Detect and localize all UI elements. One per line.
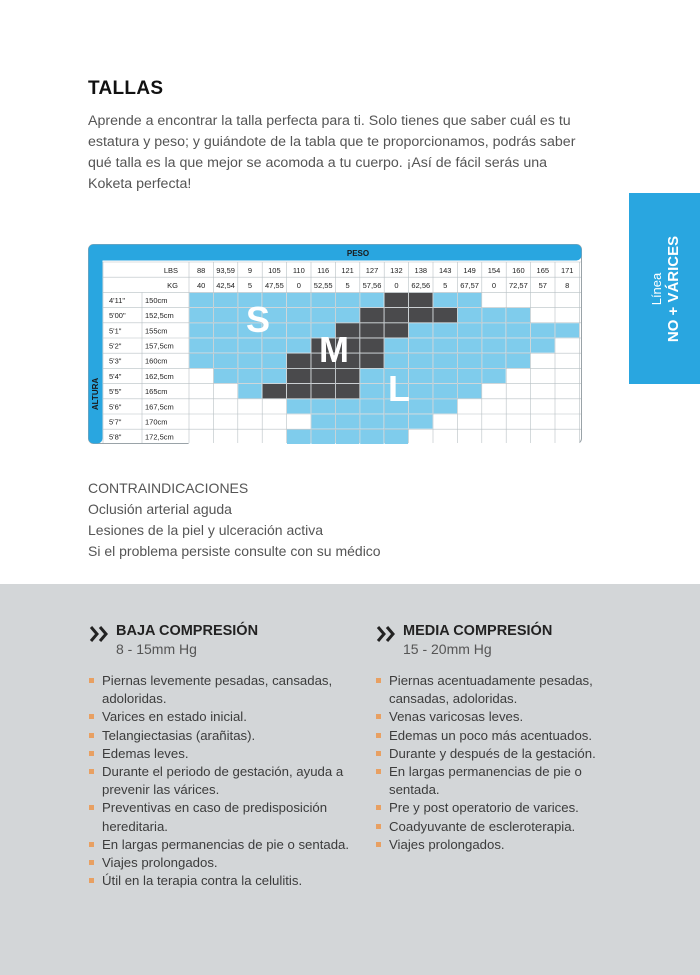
size-cell	[482, 384, 506, 399]
size-cell	[433, 308, 457, 323]
size-cell	[555, 308, 579, 323]
size-cell	[506, 338, 530, 353]
size-cell	[506, 368, 530, 383]
size-cell	[335, 308, 359, 323]
altura-column	[89, 245, 103, 444]
size-cell	[409, 399, 433, 414]
height-cm: 160cm	[145, 356, 168, 366]
contraindication-item: Oclusión arterial aguda	[88, 501, 232, 517]
size-cell	[555, 429, 579, 444]
size-cell	[506, 384, 530, 399]
size-cell	[506, 323, 530, 338]
double-chevron-icon	[88, 624, 112, 644]
height-ft: 4'11"	[109, 295, 126, 305]
size-cell	[531, 308, 555, 323]
list-item: En largas permanencias de pie o sentada.	[88, 836, 356, 854]
size-cell	[360, 384, 384, 399]
size-cell	[213, 308, 237, 323]
lbs-value: 160	[512, 266, 525, 275]
size-cell	[457, 384, 481, 399]
kg-value: 40	[197, 281, 206, 291]
kg-value: 5	[443, 281, 448, 291]
size-cell	[360, 429, 384, 444]
size-cell	[506, 399, 530, 414]
size-cell	[311, 384, 335, 399]
size-cell	[409, 353, 433, 368]
size-cell	[433, 429, 457, 444]
size-cell	[287, 384, 311, 399]
size-cell	[311, 399, 335, 414]
lbs-value: 88	[197, 266, 206, 275]
height-ft: 5'2"	[109, 341, 122, 351]
size-cell	[335, 414, 359, 429]
size-cell	[262, 353, 286, 368]
size-cell	[409, 338, 433, 353]
size-cell	[189, 429, 213, 444]
baja-title: BAJA COMPRESIÓN	[116, 623, 259, 639]
lbs-value: 171	[560, 266, 574, 275]
size-cell	[238, 368, 262, 383]
height-cm: 170cm	[145, 417, 168, 427]
kg-value: 67,57	[460, 281, 479, 291]
size-cell	[555, 323, 579, 338]
size-cell	[360, 399, 384, 414]
size-cell	[311, 429, 335, 444]
size-cell	[238, 399, 262, 414]
list-item: En largas permanencias de pie o sentada.	[375, 763, 620, 799]
size-cell	[531, 338, 555, 353]
size-cell	[311, 308, 335, 323]
size-cell	[482, 292, 506, 307]
size-cell	[409, 429, 433, 444]
size-cell	[262, 414, 286, 429]
kg-value: 47,55	[265, 281, 284, 291]
size-cell	[433, 368, 457, 383]
lbs-value: 127	[365, 266, 379, 275]
size-cell	[433, 384, 457, 399]
size-cell	[384, 338, 408, 353]
size-cell	[360, 353, 384, 368]
size-cell	[457, 308, 481, 323]
list-item: Útil en la terapia contra la celulitis.	[88, 872, 356, 890]
size-cell	[433, 338, 457, 353]
size-cell	[213, 429, 237, 444]
size-cell	[482, 399, 506, 414]
size-cell	[335, 292, 359, 307]
kg-value: 62,56	[411, 281, 431, 291]
kg-value: 0	[491, 281, 497, 291]
kg-value: 0	[296, 281, 301, 291]
size-cell	[189, 384, 213, 399]
size-cell	[457, 414, 481, 429]
lbs-value: 116	[317, 266, 330, 275]
size-cell	[482, 308, 506, 323]
size-cell	[287, 338, 311, 353]
lbs-value: 132	[390, 266, 403, 275]
size-cell	[555, 399, 579, 414]
size-cell	[409, 308, 433, 323]
height-cm: 152,5cm	[145, 311, 174, 321]
contraindication-item: Lesiones de la piel y ulceración activa	[88, 522, 324, 538]
size-cell	[360, 338, 384, 353]
size-cell	[287, 399, 311, 414]
size-cell	[457, 399, 481, 414]
size-cell	[287, 308, 311, 323]
size-cell	[433, 353, 457, 368]
list-item: Coadyuvante de escleroterapia.	[375, 818, 620, 836]
size-cell	[531, 414, 555, 429]
list-item: Varices en estado inicial.	[88, 708, 356, 726]
size-cell	[531, 429, 555, 444]
height-cm: 155cm	[145, 326, 168, 336]
size-cell	[482, 338, 506, 353]
lbs-value: 105	[268, 266, 281, 275]
size-cell	[457, 368, 481, 383]
lbs-value: 143	[438, 266, 452, 275]
size-cell	[384, 323, 408, 338]
size-cell	[213, 384, 237, 399]
list-item: Telangiectasias (arañitas).	[88, 727, 356, 745]
size-cell	[238, 353, 262, 368]
side-tab-line1: Línea	[648, 272, 664, 305]
size-cell	[482, 368, 506, 383]
contraindications-heading: CONTRAINDICACIONES	[88, 480, 249, 496]
size-cell	[384, 308, 408, 323]
size-cell	[531, 323, 555, 338]
size-cell	[482, 414, 506, 429]
size-cell	[262, 338, 286, 353]
list-item: Preventivas en caso de predisposición hereditaria.	[88, 799, 356, 835]
size-cell	[238, 338, 262, 353]
size-cell	[433, 292, 457, 307]
kg-value: 72,57	[509, 281, 528, 291]
media-range: 15 - 20mm Hg	[403, 641, 492, 657]
size-cell	[213, 368, 237, 383]
size-cell	[555, 384, 579, 399]
size-cell	[189, 399, 213, 414]
height-cm: 172,5cm	[145, 432, 174, 442]
size-cell	[555, 292, 579, 307]
lbs-value: 165	[536, 266, 550, 275]
size-cell	[457, 429, 481, 444]
height-ft: 5'1"	[109, 326, 122, 336]
size-cell	[335, 429, 359, 444]
size-cell	[287, 368, 311, 383]
size-cell	[409, 292, 433, 307]
kg-value: 8	[565, 281, 570, 291]
size-cell	[531, 353, 555, 368]
size-cell	[384, 353, 408, 368]
list-item: Pre y post operatorio de varices.	[375, 799, 620, 817]
kg-value: 5	[345, 281, 350, 291]
size-cell	[555, 368, 579, 383]
height-ft: 5'7"	[109, 417, 122, 427]
kg-value: 42,54	[216, 281, 235, 291]
size-cell	[287, 353, 311, 368]
size-cell	[311, 292, 335, 307]
size-cell	[384, 414, 408, 429]
size-cell	[189, 368, 213, 383]
media-compresion-column	[375, 622, 620, 854]
size-cell	[189, 338, 213, 353]
size-cell	[409, 323, 433, 338]
size-label: L	[388, 368, 410, 409]
size-cell	[189, 292, 213, 307]
size-cell	[506, 429, 530, 444]
lbs-value: 149	[463, 266, 476, 275]
size-cell	[360, 308, 384, 323]
list-item: Viajes prolongados.	[88, 854, 356, 872]
peso-header	[89, 245, 582, 261]
size-cell	[531, 399, 555, 414]
height-cm: 165cm	[145, 387, 168, 397]
height-cm: 157,5cm	[145, 341, 174, 351]
kg-value: 52,55	[313, 281, 333, 291]
side-tab	[629, 193, 700, 384]
size-cell	[335, 399, 359, 414]
size-cell	[189, 308, 213, 323]
size-cell	[262, 429, 286, 444]
size-cell	[433, 399, 457, 414]
size-cell	[238, 429, 262, 444]
size-cell	[555, 338, 579, 353]
size-cell	[457, 353, 481, 368]
lbs-label: LBS	[163, 266, 178, 275]
size-cell	[287, 323, 311, 338]
size-cell	[213, 338, 237, 353]
kg-value: 57,56	[362, 281, 382, 291]
size-cell	[262, 384, 286, 399]
size-cell	[433, 323, 457, 338]
size-cell	[287, 414, 311, 429]
size-cell	[531, 384, 555, 399]
altura-label: ALTURA	[91, 377, 100, 411]
height-ft: 5'8"	[109, 432, 122, 442]
list-item: Piernas levemente pesadas, cansadas, adoloridas.	[88, 672, 356, 708]
size-cell	[238, 384, 262, 399]
list-item: Durante y después de la gestación.	[375, 745, 620, 763]
size-cell	[482, 353, 506, 368]
lbs-value: 121	[341, 266, 354, 275]
size-cell	[506, 414, 530, 429]
height-ft: 5'3"	[109, 356, 122, 366]
side-tab-line2: NO + VÁRICES	[664, 235, 682, 342]
size-cell	[335, 384, 359, 399]
size-label: S	[245, 299, 271, 340]
size-cell	[506, 292, 530, 307]
lbs-value: 93,59	[216, 266, 235, 275]
list-item: Edemas leves.	[88, 745, 356, 763]
size-cell	[555, 414, 579, 429]
size-cell	[189, 353, 213, 368]
size-cell	[409, 384, 433, 399]
height-ft: 5'6"	[109, 402, 122, 412]
contraindications	[88, 478, 381, 562]
height-ft: 5'4"	[109, 371, 122, 381]
height-cm: 150cm	[145, 295, 168, 305]
size-cell	[335, 368, 359, 383]
kg-value: 57	[538, 281, 547, 291]
size-cell	[262, 368, 286, 383]
lbs-value: 9	[247, 266, 253, 275]
size-cell	[213, 353, 237, 368]
size-cell	[457, 338, 481, 353]
size-cell	[311, 368, 335, 383]
baja-range: 8 - 15mm Hg	[116, 641, 197, 657]
list-item: Viajes prolongados.	[375, 836, 620, 854]
size-cell	[531, 292, 555, 307]
size-cell	[457, 323, 481, 338]
double-chevron-icon	[375, 624, 399, 644]
size-cell	[189, 414, 213, 429]
size-cell	[531, 368, 555, 383]
size-cell	[457, 292, 481, 307]
size-cell	[287, 429, 311, 444]
size-cell	[555, 353, 579, 368]
media-title: MEDIA COMPRESIÓN	[403, 623, 553, 639]
size-cell	[238, 414, 262, 429]
height-cm: 167,5cm	[145, 402, 174, 412]
height-ft: 5'5"	[109, 387, 122, 397]
size-cell	[213, 323, 237, 338]
size-label: M	[319, 329, 349, 370]
size-cell	[311, 414, 335, 429]
size-cell	[213, 292, 237, 307]
size-cell	[360, 414, 384, 429]
list-item: Piernas acentuadamente pesadas, cansadas, adoloridas.	[375, 672, 620, 708]
lbs-value: 138	[414, 266, 428, 275]
intro-paragraph: Aprende a encontrar la talla perfecta para ti. Solo tienes que saber cuál es tu estatura y peso; y guiándote de la tabla que te proporcionamos, podrás saber qué talla es la que mejor se acomoda a tu cuerpo. ¡Así de fácil serás una Koketa perfecta!	[88, 113, 576, 192]
size-cell	[433, 414, 457, 429]
size-table	[88, 244, 582, 444]
contraindication-item: Si el problema persiste consulte con su médico	[88, 543, 381, 559]
size-cell	[287, 292, 311, 307]
list-item: Durante el periodo de gestación, ayuda a prevenir las várices.	[88, 763, 356, 799]
size-cell	[360, 323, 384, 338]
size-cell	[360, 368, 384, 383]
size-cell	[213, 414, 237, 429]
baja-compresion-column	[88, 622, 356, 890]
size-cell	[189, 323, 213, 338]
height-cm: 162,5cm	[145, 371, 174, 381]
kg-label: KG	[167, 281, 178, 291]
height-ft: 5'00"	[109, 311, 126, 321]
size-cell	[506, 308, 530, 323]
size-cell	[409, 414, 433, 429]
kg-value: 0	[394, 281, 399, 291]
size-cell	[506, 353, 530, 368]
lbs-value: 154	[487, 266, 501, 275]
list-item: Venas varicosas leves.	[375, 708, 620, 726]
size-cell	[384, 429, 408, 444]
size-cell	[384, 292, 408, 307]
list-item: Edemas un poco más acentuados.	[375, 727, 620, 745]
size-cell	[213, 399, 237, 414]
peso-label: PESO	[346, 249, 370, 258]
size-cell	[482, 429, 506, 444]
size-cell	[360, 292, 384, 307]
page-title: TALLAS	[88, 78, 164, 99]
kg-value: 5	[247, 281, 253, 291]
altura-column-fill	[89, 252, 103, 264]
lbs-value: 110	[292, 266, 305, 275]
size-cell	[409, 368, 433, 383]
size-cell	[482, 323, 506, 338]
size-cell	[262, 399, 286, 414]
